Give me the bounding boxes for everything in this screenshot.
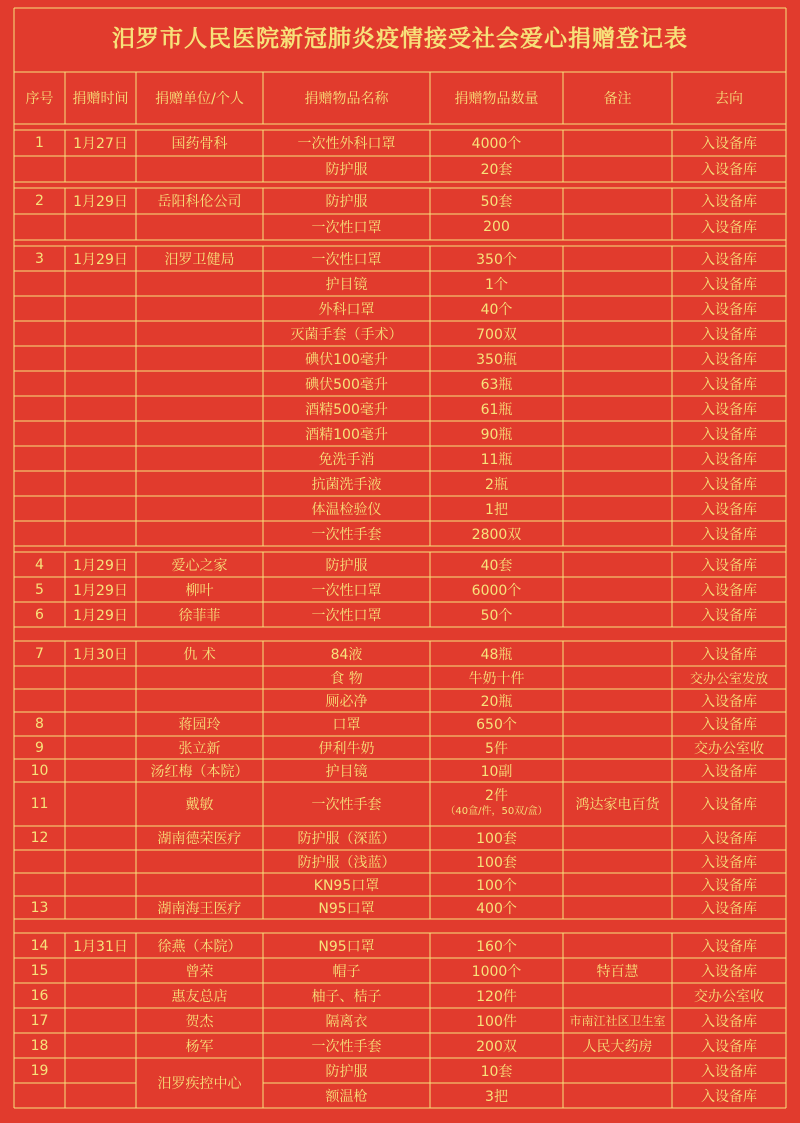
serial-cell: 9 [35, 739, 44, 756]
header-quantity: 捐赠物品数量 [454, 91, 539, 107]
donor-cell: 岳阳科伦公司 [157, 194, 242, 210]
item-cell: 一次性手套 [311, 797, 382, 813]
remark-cell: 人民大药房 [582, 1038, 653, 1055]
quantity-cell: 6000个 [471, 582, 522, 599]
item-cell: 防护服 [325, 1063, 368, 1080]
quantity-cell: 61瓶 [480, 401, 513, 418]
destination-cell: 入设备库 [701, 1038, 757, 1055]
remark-cell: 特百慧 [596, 963, 639, 980]
destination-cell: 入设备库 [701, 557, 757, 574]
destination-cell: 入设备库 [701, 1063, 757, 1080]
quantity-cell [430, 782, 563, 826]
quantity-cell: 40套 [480, 557, 513, 574]
date-cell: 1月30日 [73, 646, 128, 663]
destination-cell: 交办公室发放 [689, 672, 768, 687]
destination-cell: 交办公室收 [694, 988, 764, 1005]
destination-cell: 入设备库 [701, 763, 757, 780]
item-cell: 抗菌洗手液 [311, 476, 382, 493]
donor-cell: 蒋园玲 [178, 717, 221, 733]
quantity-cell: 1000个 [471, 963, 522, 980]
serial-cell: 18 [30, 1037, 49, 1054]
date-cell: 1月29日 [73, 194, 128, 210]
date-cell: 1月29日 [73, 251, 128, 268]
destination-cell: 入设备库 [701, 1013, 757, 1030]
quantity-cell: 3把 [485, 1088, 508, 1105]
destination-cell: 入设备库 [701, 376, 757, 393]
serial-cell: 11 [30, 796, 49, 812]
quantity-cell: 10副 [480, 763, 513, 780]
donor-cell-merged: 汨罗疾控中心 [157, 1076, 242, 1092]
serial-cell: 10 [30, 762, 49, 779]
serial-cell: 14 [30, 937, 49, 954]
quantity-main: 2件 [485, 788, 508, 804]
destination-cell: 入设备库 [701, 646, 757, 663]
quantity-cell: 4000个 [471, 136, 522, 152]
item-cell: 防护服 [325, 194, 368, 210]
item-cell: 一次性手套 [311, 1038, 382, 1055]
date-cell: 1月29日 [73, 582, 128, 599]
destination-cell: 入设备库 [701, 251, 757, 268]
donor-cell: 汤红梅（本院） [150, 763, 249, 780]
quantity-cell: 1个 [485, 276, 508, 293]
remark-cell: 市南江社区卫生室 [569, 1014, 666, 1028]
quantity-cell: 120件 [476, 988, 517, 1005]
destination-cell: 入设备库 [701, 1088, 757, 1105]
donor-cell: 国药骨科 [171, 136, 228, 152]
destination-cell: 入设备库 [701, 717, 757, 733]
item-cell: 额温枪 [325, 1088, 368, 1105]
serial-cell: 1 [35, 135, 44, 151]
destination-cell: 入设备库 [701, 326, 757, 343]
destination-cell: 入设备库 [701, 426, 757, 443]
serial-cell: 16 [30, 987, 49, 1004]
item-cell: 84液 [330, 646, 363, 663]
item-cell: 食 物 [330, 670, 363, 687]
donor-cell: 湖南德荣医疗 [157, 831, 242, 847]
destination-cell: 入设备库 [701, 136, 757, 152]
destination-cell: 入设备库 [701, 900, 757, 917]
quantity-cell: 40个 [480, 301, 513, 318]
quantity-cell: 50个 [480, 607, 513, 624]
quantity-cell: 2瓶 [485, 476, 508, 493]
donor-cell: 汨罗卫健局 [164, 251, 235, 268]
serial-cell: 6 [35, 606, 44, 623]
serial-cell: 3 [35, 250, 44, 267]
header-item: 捐赠物品名称 [304, 91, 389, 107]
item-cell: 碘伏100毫升 [305, 351, 388, 368]
quantity-cell: 20套 [480, 162, 513, 178]
quantity-cell: 50套 [480, 194, 513, 210]
destination-cell: 入设备库 [701, 607, 757, 624]
destination-cell: 入设备库 [701, 938, 757, 955]
item-cell: 防护服（深蓝） [297, 831, 396, 847]
quantity-cell: 200双 [476, 1038, 517, 1055]
quantity-cell: 400个 [476, 900, 517, 917]
item-cell: 一次性口罩 [311, 582, 382, 599]
item-cell: N95口罩 [318, 900, 375, 917]
destination-cell: 入设备库 [701, 401, 757, 418]
donor-cell: 曾荣 [185, 963, 214, 980]
donor-cell: 徐燕（本院） [157, 938, 242, 955]
destination-cell: 入设备库 [701, 877, 757, 894]
serial-cell: 19 [30, 1062, 49, 1079]
donor-cell: 贺杰 [185, 1013, 214, 1030]
item-cell: 防护服（浅蓝） [297, 854, 396, 871]
serial-cell: 7 [35, 645, 44, 662]
quantity-cell: 350瓶 [476, 351, 517, 368]
item-cell: 外科口罩 [318, 301, 375, 318]
item-cell: 一次性外科口罩 [297, 136, 396, 152]
quantity-detail: （40盒/件，50双/盒） [445, 806, 548, 817]
quantity-cell: 10套 [480, 1063, 513, 1080]
item-cell: 护目镜 [325, 763, 368, 780]
destination-cell: 入设备库 [701, 854, 757, 871]
quantity-cell: 5件 [485, 740, 508, 757]
quantity-cell: 350个 [476, 251, 517, 268]
destination-cell: 入设备库 [701, 831, 757, 847]
item-cell: 口罩 [332, 717, 361, 733]
quantity-cell: 100套 [476, 831, 517, 847]
item-cell: 免洗手消 [318, 451, 375, 468]
serial-cell: 8 [35, 716, 44, 732]
serial-cell: 4 [35, 556, 44, 573]
quantity-cell: 1把 [485, 501, 508, 518]
item-cell: 护目镜 [325, 276, 368, 293]
quantity-cell: 63瓶 [480, 376, 513, 393]
donor-cell: 仇 术 [183, 646, 216, 663]
quantity-cell: 20瓶 [480, 693, 513, 710]
destination-cell: 入设备库 [701, 501, 757, 518]
remark-cell: 鸿达家电百货 [575, 797, 660, 813]
donor-cell: 杨军 [185, 1038, 214, 1055]
item-cell: N95口罩 [318, 938, 375, 955]
item-cell: 柚子、桔子 [311, 988, 382, 1005]
serial-cell: 15 [30, 962, 49, 979]
quantity-cell: 2800双 [471, 526, 522, 543]
header-destination: 去向 [715, 91, 743, 107]
item-cell: 防护服 [325, 557, 368, 574]
quantity-cell: 650个 [476, 717, 517, 733]
quantity-cell: 200 [483, 219, 510, 235]
destination-cell: 入设备库 [701, 526, 757, 543]
item-cell: 灭菌手套（手术） [290, 326, 403, 343]
date-cell: 1月27日 [73, 136, 128, 152]
header-donor: 捐赠单位/个人 [155, 91, 244, 107]
item-cell: 隔离衣 [325, 1013, 368, 1030]
item-cell: 一次性口罩 [311, 220, 382, 236]
destination-cell: 入设备库 [701, 451, 757, 468]
donor-cell: 惠友总店 [171, 988, 228, 1005]
destination-cell: 入设备库 [701, 797, 757, 813]
donor-cell: 柳叶 [185, 582, 214, 599]
donor-cell: 戴敏 [185, 797, 214, 813]
quantity-cell: 160个 [476, 938, 517, 955]
header-serial: 序号 [25, 91, 54, 107]
quantity-cell: 100套 [476, 854, 517, 871]
quantity-cell: 100个 [476, 877, 517, 894]
date-cell: 1月29日 [73, 557, 128, 574]
quantity-cell: 牛奶十件 [468, 670, 525, 687]
destination-cell: 入设备库 [701, 476, 757, 493]
item-cell: 一次性口罩 [311, 251, 382, 268]
donor-cell: 爱心之家 [171, 557, 228, 574]
item-cell: 一次性口罩 [311, 607, 382, 624]
item-cell: 伊利牛奶 [318, 740, 375, 757]
quantity-cell: 100件 [476, 1013, 517, 1030]
item-cell: 防护服 [325, 162, 368, 178]
destination-cell: 交办公室收 [694, 740, 764, 757]
destination-cell: 入设备库 [701, 162, 757, 178]
item-cell: 酒精500毫升 [305, 401, 388, 418]
serial-cell: 2 [35, 193, 44, 209]
quantity-cell: 90瓶 [480, 426, 513, 443]
destination-cell: 入设备库 [701, 220, 757, 236]
donor-cell: 徐菲菲 [178, 607, 221, 624]
destination-cell: 入设备库 [701, 276, 757, 293]
item-cell: 帽子 [332, 963, 361, 980]
serial-cell: 13 [30, 899, 49, 916]
item-cell: KN95口罩 [313, 877, 380, 894]
serial-cell: 12 [30, 830, 49, 846]
serial-cell: 5 [35, 581, 44, 598]
destination-cell: 入设备库 [701, 582, 757, 599]
destination-cell: 入设备库 [701, 194, 757, 210]
destination-cell: 入设备库 [701, 693, 757, 710]
destination-cell: 入设备库 [701, 963, 757, 980]
date-cell: 1月31日 [73, 938, 128, 955]
destination-cell: 入设备库 [701, 351, 757, 368]
donor-cell: 张立新 [178, 740, 221, 757]
item-cell: 体温检验仪 [311, 501, 382, 518]
quantity-cell: 48瓶 [480, 646, 513, 663]
item-cell: 一次性手套 [311, 526, 382, 543]
destination-cell: 入设备库 [701, 301, 757, 318]
item-cell: 厕必净 [325, 693, 368, 710]
page-title: 汨罗市人民医院新冠肺炎疫情接受社会爱心捐赠登记表 [112, 26, 688, 52]
quantity-cell: 11瓶 [480, 451, 513, 468]
donor-cell: 湖南海王医疗 [157, 900, 242, 917]
item-cell: 酒精100毫升 [305, 426, 388, 443]
header-date: 捐赠时间 [72, 91, 129, 107]
header-remark: 备注 [603, 91, 632, 107]
quantity-cell: 700双 [476, 326, 517, 343]
serial-cell: 17 [30, 1012, 49, 1029]
date-cell: 1月29日 [73, 607, 128, 624]
item-cell: 碘伏500毫升 [305, 376, 388, 393]
